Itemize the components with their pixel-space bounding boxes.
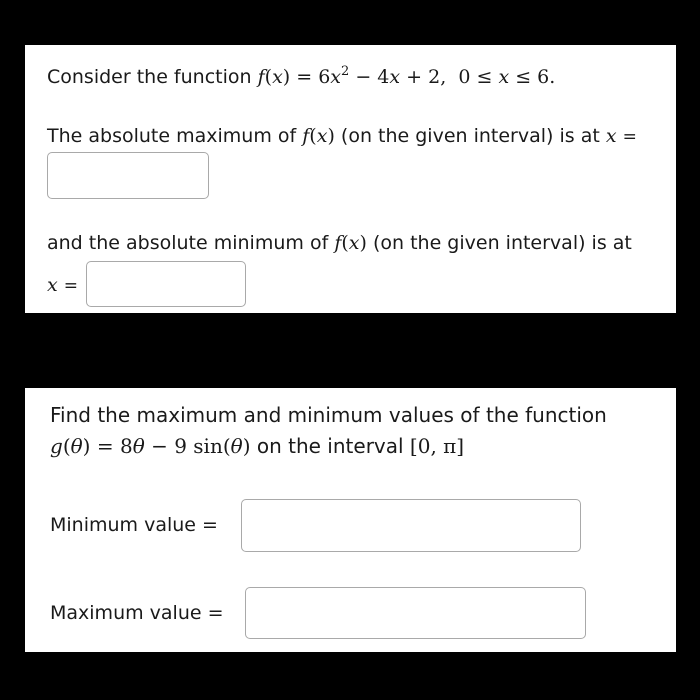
minimum-value-label: Minimum value = bbox=[50, 514, 218, 536]
minimum-value-input[interactable] bbox=[241, 499, 581, 552]
problem2-line1: Find the maximum and minimum values of the function bbox=[50, 403, 607, 427]
max-question: The absolute maximum of f(x) (on the given interval) is at x = bbox=[47, 125, 637, 147]
max-x-input[interactable] bbox=[47, 152, 209, 199]
maximum-value-input[interactable] bbox=[245, 587, 586, 639]
intro-text: Consider the function bbox=[47, 66, 252, 88]
problem2-panel bbox=[25, 388, 676, 652]
min-question: and the absolute minimum of f(x) (on the given interval) is at bbox=[47, 232, 632, 254]
problem1-statement bbox=[47, 65, 555, 89]
g-function-definition: g(θ) = 8θ − 9 sin(θ) bbox=[50, 434, 257, 458]
min-x-label: x = bbox=[47, 274, 79, 296]
problem2-line2: g(θ) = 8θ − 9 sin(θ) on the interval [0, π] bbox=[50, 434, 465, 458]
problem1-panel bbox=[25, 45, 676, 313]
maximum-value-label: Maximum value = bbox=[50, 602, 224, 624]
interval-text: [0, π] bbox=[409, 434, 465, 458]
function-definition: $f(x) = 6x^2 - 4x + 2$, 0 ≤ x ≤ 6. bbox=[257, 64, 556, 88]
min-x-input[interactable] bbox=[86, 261, 246, 307]
